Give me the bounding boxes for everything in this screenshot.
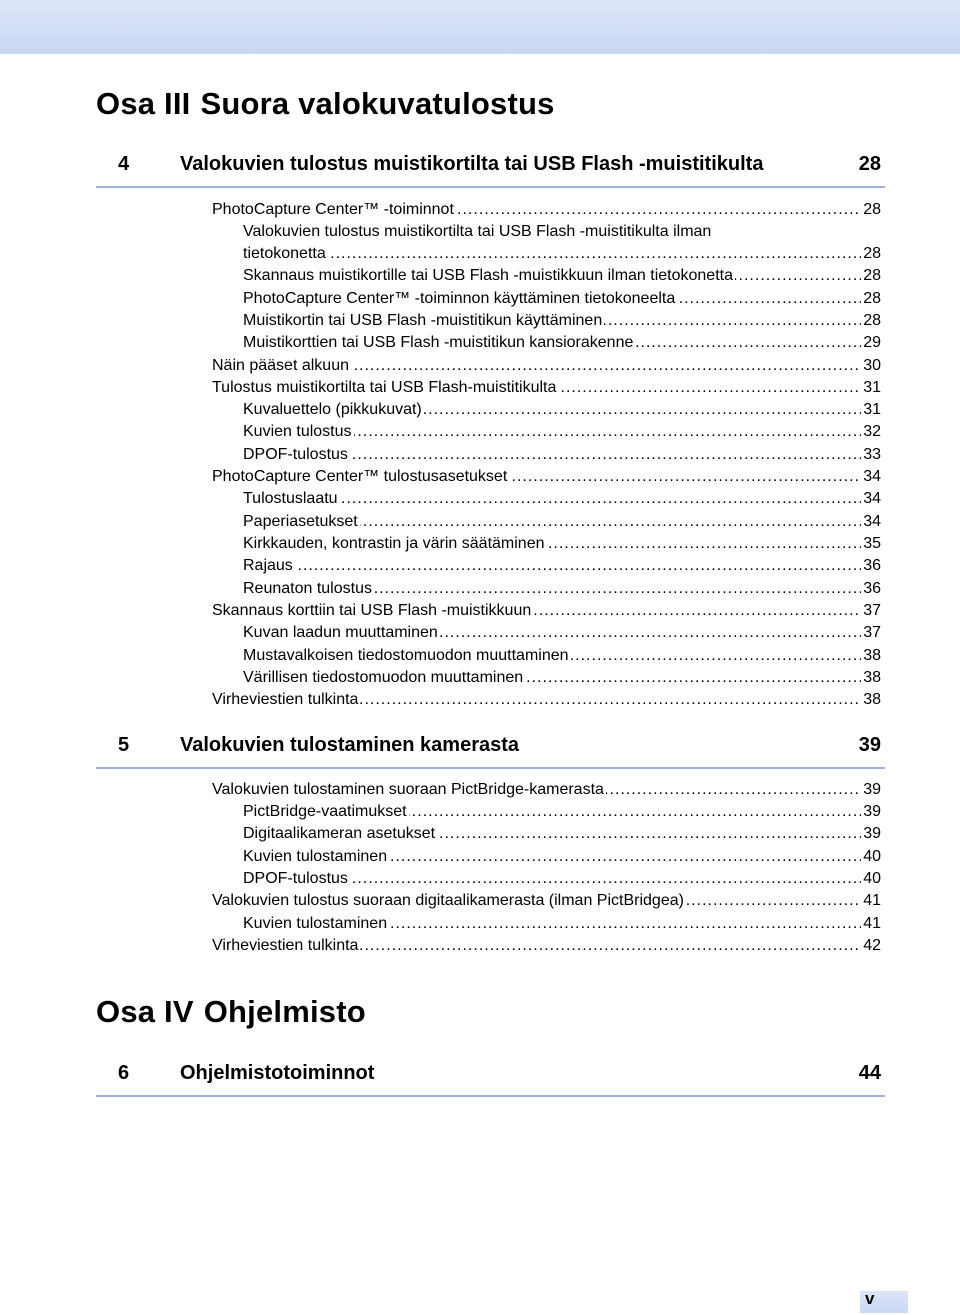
toc-entry[interactable] (243, 243, 881, 265)
entry-title: Mustavalkoisen tiedostomuodon muuttaminen (243, 645, 571, 667)
entry-title: Valokuvien tulostus suoraan digitaalikamerasta (ilman PictBridgea) (212, 890, 686, 912)
part-title (96, 994, 366, 1030)
entry-title: Rajaus (243, 555, 295, 577)
entry-title: Näin pääset alkuun (212, 355, 351, 377)
chapter-heading[interactable] (96, 1061, 885, 1097)
toc-entry[interactable] (243, 555, 881, 577)
chapter-page: 44 (858, 1062, 881, 1084)
toc-entry[interactable] (212, 600, 881, 622)
toc-entry[interactable] (243, 221, 881, 243)
toc-entry[interactable] (243, 846, 881, 868)
part-label: Osa III (96, 86, 191, 121)
toc-entry[interactable] (212, 935, 881, 957)
toc-entry[interactable] (243, 823, 881, 845)
entry-page: 28 (861, 265, 881, 287)
toc-entry[interactable] (243, 488, 881, 510)
entry-title: PhotoCapture Center™ -toiminnot (212, 199, 456, 221)
entry-page: 29 (861, 332, 881, 354)
chapter-title: Valokuvien tulostus muistikortilta tai USB Flash -muistitikulta (180, 153, 764, 175)
entry-page: 38 (861, 645, 881, 667)
toc-entry[interactable] (243, 667, 881, 689)
entry-page: 39 (861, 823, 881, 845)
entry-page: 40 (861, 846, 881, 868)
entry-page: 42 (861, 935, 881, 957)
entry-title: Skannaus muistikortille tai USB Flash -muistikkuun ilman tietokonetta (243, 265, 735, 287)
entry-title: Skannaus korttiin tai USB Flash -muistikkuun (212, 600, 533, 622)
entry-title: Virheviestien tulkinta (212, 689, 360, 711)
entry-page: 40 (861, 868, 881, 890)
entry-title: Kuvien tulostaminen (243, 913, 389, 935)
entry-title: Tulostuslaatu (243, 488, 340, 510)
toc-entry[interactable] (243, 645, 881, 667)
toc-entry[interactable] (243, 444, 881, 466)
toc-entry[interactable] (212, 377, 881, 399)
toc-entry[interactable] (243, 332, 881, 354)
toc-entry[interactable] (243, 578, 881, 600)
part-label: Osa IV (96, 994, 194, 1029)
toc-entry[interactable] (243, 913, 881, 935)
entry-page: 28 (861, 243, 881, 265)
entry-page: 28 (861, 199, 881, 221)
entry-page: 37 (861, 600, 881, 622)
chapter-page: 28 (858, 153, 881, 175)
entry-title: Paperiasetukset (243, 511, 360, 533)
entry-page: 33 (861, 444, 881, 466)
toc-entry[interactable] (243, 310, 881, 332)
toc-entry[interactable] (243, 801, 881, 823)
entry-title: Muistikorttien tai USB Flash -muistitikun kansiorakenne (243, 332, 635, 354)
entry-page: 34 (861, 511, 881, 533)
toc-entry[interactable] (243, 288, 881, 310)
toc-entry[interactable] (243, 511, 881, 533)
toc-entry[interactable] (212, 779, 881, 801)
entry-page: 38 (861, 689, 881, 711)
entry-title: Kuvan laadun muuttaminen (243, 622, 440, 644)
entry-title: Kuvien tulostaminen (243, 846, 389, 868)
entry-page: 41 (861, 913, 881, 935)
entry-page: 41 (861, 890, 881, 912)
entry-title: Kirkkauden, kontrastin ja värin säätäminen (243, 533, 547, 555)
toc-entry[interactable] (212, 355, 881, 377)
toc-entry[interactable] (243, 399, 881, 421)
chapter-number: 4 (118, 153, 130, 175)
chapter-heading[interactable] (96, 733, 885, 769)
entry-title: PhotoCapture Center™ tulostusasetukset (212, 466, 509, 488)
chapter-title: Ohjelmistotoiminnot (180, 1062, 375, 1084)
toc-entry[interactable] (212, 890, 881, 912)
entry-title: Reunaton tulostus (243, 578, 374, 600)
toc-entry[interactable] (243, 265, 881, 287)
entry-page: 39 (861, 801, 881, 823)
part-name: Suora valokuvatulostus (200, 86, 555, 121)
entry-page: 39 (861, 779, 881, 801)
chapter-heading[interactable] (96, 152, 885, 188)
toc-entry[interactable] (243, 622, 881, 644)
entry-page: 28 (861, 288, 881, 310)
entry-title: Kuvaluettelo (pikkukuvat) (243, 399, 424, 421)
entry-title: Tulostus muistikortilta tai USB Flash-muistitikulta (212, 377, 558, 399)
entry-title: DPOF-tulostus (243, 868, 350, 890)
toc-entry[interactable] (243, 421, 881, 443)
entry-title: Kuvien tulostus (243, 421, 354, 443)
page-number: v (865, 1289, 875, 1308)
toc-entry[interactable] (243, 533, 881, 555)
toc-entry[interactable] (243, 868, 881, 890)
toc-entry[interactable] (212, 466, 881, 488)
entry-page: 28 (861, 310, 881, 332)
entry-page: 34 (861, 466, 881, 488)
dot-leader (243, 243, 881, 265)
entry-page: 34 (861, 488, 881, 510)
entry-page: 38 (861, 667, 881, 689)
chapter-title: Valokuvien tulostaminen kamerasta (180, 734, 520, 756)
entry-title: Muistikortin tai USB Flash -muistitikun käyttäminen (243, 310, 604, 332)
chapter-number: 5 (118, 734, 130, 756)
entry-title: Valokuvien tulostus muistikortilta tai USB Flash -muistitikulta ilman (243, 221, 713, 243)
chapter-number: 6 (118, 1062, 130, 1084)
entry-title: Valokuvien tulostaminen suoraan PictBridge-kamerasta (212, 779, 606, 801)
dot-leader (243, 555, 881, 577)
toc-entry[interactable] (212, 199, 881, 221)
entry-title: PictBridge-vaatimukset (243, 801, 409, 823)
entry-page: 36 (861, 555, 881, 577)
entry-title: tietokonetta (243, 243, 328, 265)
entry-page: 32 (861, 421, 881, 443)
entry-page: 37 (861, 622, 881, 644)
chapter-page: 39 (858, 734, 881, 756)
entry-page: 30 (861, 355, 881, 377)
entry-page: 35 (861, 533, 881, 555)
header-band (0, 0, 960, 54)
entry-page: 31 (861, 399, 881, 421)
toc-entry[interactable] (212, 689, 881, 711)
entry-page: 36 (861, 578, 881, 600)
entry-title: DPOF-tulostus (243, 444, 350, 466)
entry-title: Värillisen tiedostomuodon muuttaminen (243, 667, 525, 689)
entry-title: PhotoCapture Center™ -toiminnon käyttäminen tietokoneelta (243, 288, 677, 310)
part-name: Ohjelmisto (203, 994, 366, 1029)
entry-page: 31 (861, 377, 881, 399)
entry-title: Digitaalikameran asetukset (243, 823, 437, 845)
entry-title: Virheviestien tulkinta (212, 935, 360, 957)
part-title (96, 86, 555, 122)
